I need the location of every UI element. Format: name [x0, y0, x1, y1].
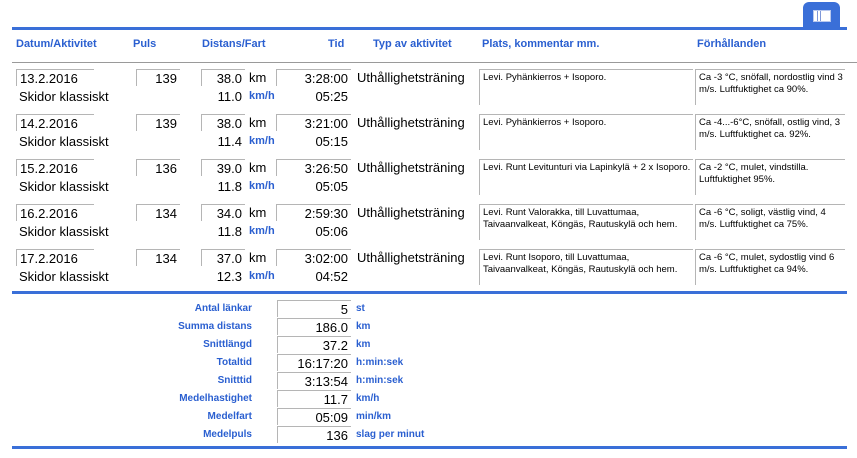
pulse-field[interactable]: 134	[136, 204, 180, 221]
summary-unit: st	[356, 303, 365, 314]
summary-unit: km	[356, 321, 371, 332]
distance-unit: km	[249, 160, 267, 175]
conditions-field[interactable]: Ca -2 °C, mulet, vindstilla. Luftfuktighet 95%.	[695, 159, 845, 195]
activity-type: Uthållighetsträning	[357, 205, 465, 220]
speed-unit: km/h	[249, 135, 275, 147]
summary-unit: km	[356, 339, 371, 350]
summary-value: 37.2	[277, 336, 351, 353]
header-pulse: Puls	[133, 38, 157, 50]
distance-unit: km	[249, 70, 267, 85]
summary-unit: h:min:sek	[356, 357, 404, 368]
conditions-field[interactable]: Ca -4...-6°C, snöfall, ostlig vind, 3 m/s. Luftfuktighet ca. 92%.	[695, 114, 845, 150]
pace-value: 04:52	[315, 269, 348, 284]
conditions-field[interactable]: Ca -3 °C, snöfall, nordostlig vind 3 m/s. Luftfuktighet ca 90%.	[695, 69, 845, 105]
summary-unit: min/km	[356, 411, 392, 422]
summary-unit: slag per minut	[356, 429, 425, 440]
speed-unit: km/h	[249, 180, 275, 192]
layout-icon	[813, 10, 831, 22]
speed-value: 11.4	[217, 134, 242, 149]
pace-value: 05:06	[315, 224, 348, 239]
date-field[interactable]: 16.2.2016	[16, 204, 94, 221]
summary-value: 05:09	[277, 408, 351, 425]
view-toggle-button[interactable]	[803, 2, 840, 28]
pace-value: 05:05	[315, 179, 348, 194]
table-row	[0, 114, 857, 156]
time-field[interactable]: 3:02:00	[276, 249, 351, 266]
time-field[interactable]: 2:59:30	[276, 204, 351, 221]
distance-field[interactable]: 37.0	[201, 249, 245, 266]
date-field[interactable]: 15.2.2016	[16, 159, 94, 176]
summary-label: Snittlängd	[203, 339, 252, 350]
comment-field[interactable]: Levi. Runt Valorakka, till Luvattumaa, Taivaanvalkeat, Köngäs, Rautuskylä och hem.	[479, 204, 693, 240]
activity-name: Skidor klassiskt	[19, 134, 109, 149]
pulse-field[interactable]: 139	[136, 114, 180, 131]
pace-value: 05:15	[315, 134, 348, 149]
table-row	[0, 69, 857, 111]
activity-name: Skidor klassiskt	[19, 224, 109, 239]
summary-unit: h:min:sek	[356, 375, 404, 386]
comment-field[interactable]: Levi. Runt Levitunturi via Lapinkylä + 2 x Isoporo.	[479, 159, 693, 195]
activity-type: Uthållighetsträning	[357, 115, 465, 130]
comment-field[interactable]: Levi. Runt Isoporo, till Luvattumaa, Taivaanvalkeat, Köngäs, Rautuskylä och hem.	[479, 249, 693, 285]
speed-unit: km/h	[249, 90, 275, 102]
date-field[interactable]: 17.2.2016	[16, 249, 94, 266]
activity-name: Skidor klassiskt	[19, 269, 109, 284]
conditions-field[interactable]: Ca -6 °C, soligt, västlig vind, 4 m/s. Luftfuktighet ca 75%.	[695, 204, 845, 240]
activity-type: Uthållighetsträning	[357, 250, 465, 265]
conditions-field[interactable]: Ca -6 °C, mulet, sydostlig vind 6 m/s. Luftfuktighet ca 94%.	[695, 249, 845, 285]
pulse-field[interactable]: 139	[136, 69, 180, 86]
summary-value: 16:17:20	[277, 354, 351, 371]
speed-value: 12.3	[216, 269, 242, 284]
summary-unit: km/h	[356, 393, 380, 404]
table-row	[0, 204, 857, 246]
comment-field[interactable]: Levi. Pyhänkierros + Isoporo.	[479, 114, 693, 150]
header-activity-type: Typ av aktivitet	[373, 38, 452, 50]
distance-unit: km	[249, 205, 267, 220]
summary-value: 11.7	[277, 390, 351, 407]
summary-label: Antal länkar	[194, 303, 252, 314]
pace-value: 05:25	[315, 89, 348, 104]
speed-value: 11.8	[217, 179, 242, 194]
speed-unit: km/h	[249, 225, 275, 237]
activity-type: Uthållighetsträning	[357, 70, 465, 85]
summary-label: Totaltid	[216, 357, 252, 368]
summary-value: 3:13:54	[277, 372, 351, 389]
header-distance-speed: Distans/Fart	[202, 38, 266, 50]
pulse-field[interactable]: 136	[136, 159, 180, 176]
header-conditions: Förhållanden	[697, 38, 767, 50]
summary-label: Medelpuls	[203, 429, 252, 440]
summary-bottom-rule	[12, 446, 847, 449]
summary-label: Medelfart	[207, 411, 252, 422]
time-field[interactable]: 3:21:00	[276, 114, 351, 131]
activity-name: Skidor klassiskt	[19, 179, 109, 194]
table-row	[0, 249, 857, 291]
summary-value: 136	[277, 426, 351, 443]
summary-value: 186.0	[277, 318, 351, 335]
distance-field[interactable]: 34.0	[201, 204, 245, 221]
speed-value: 11.8	[217, 224, 242, 239]
time-field[interactable]: 3:28:00	[276, 69, 351, 86]
pulse-field[interactable]: 134	[136, 249, 180, 266]
speed-unit: km/h	[249, 270, 275, 282]
time-field[interactable]: 3:26:50	[276, 159, 351, 176]
speed-value: 11.0	[217, 89, 242, 104]
summary-label: Snitttid	[217, 375, 252, 386]
distance-field[interactable]: 39.0	[201, 159, 245, 176]
header-comment: Plats, kommentar mm.	[482, 38, 600, 50]
comment-field[interactable]: Levi. Pyhänkierros + Isoporo.	[479, 69, 693, 105]
summary-top-rule	[12, 291, 847, 294]
date-field[interactable]: 14.2.2016	[16, 114, 94, 131]
date-field[interactable]: 13.2.2016	[16, 69, 94, 86]
header-time: Tid	[328, 38, 345, 50]
header-top-rule	[12, 27, 847, 30]
distance-field[interactable]: 38.0	[201, 69, 245, 86]
table-row	[0, 159, 857, 201]
summary-value: 5	[277, 300, 351, 317]
summary-label: Medelhastighet	[179, 393, 252, 404]
header-bottom-rule	[12, 62, 857, 63]
distance-unit: km	[249, 250, 267, 265]
header-date-activity: Datum/Aktivitet	[16, 38, 97, 50]
activity-name: Skidor klassiskt	[19, 89, 109, 104]
distance-unit: km	[249, 115, 267, 130]
distance-field[interactable]: 38.0	[201, 114, 245, 131]
summary-label: Summa distans	[178, 321, 252, 332]
activity-type: Uthållighetsträning	[357, 160, 465, 175]
